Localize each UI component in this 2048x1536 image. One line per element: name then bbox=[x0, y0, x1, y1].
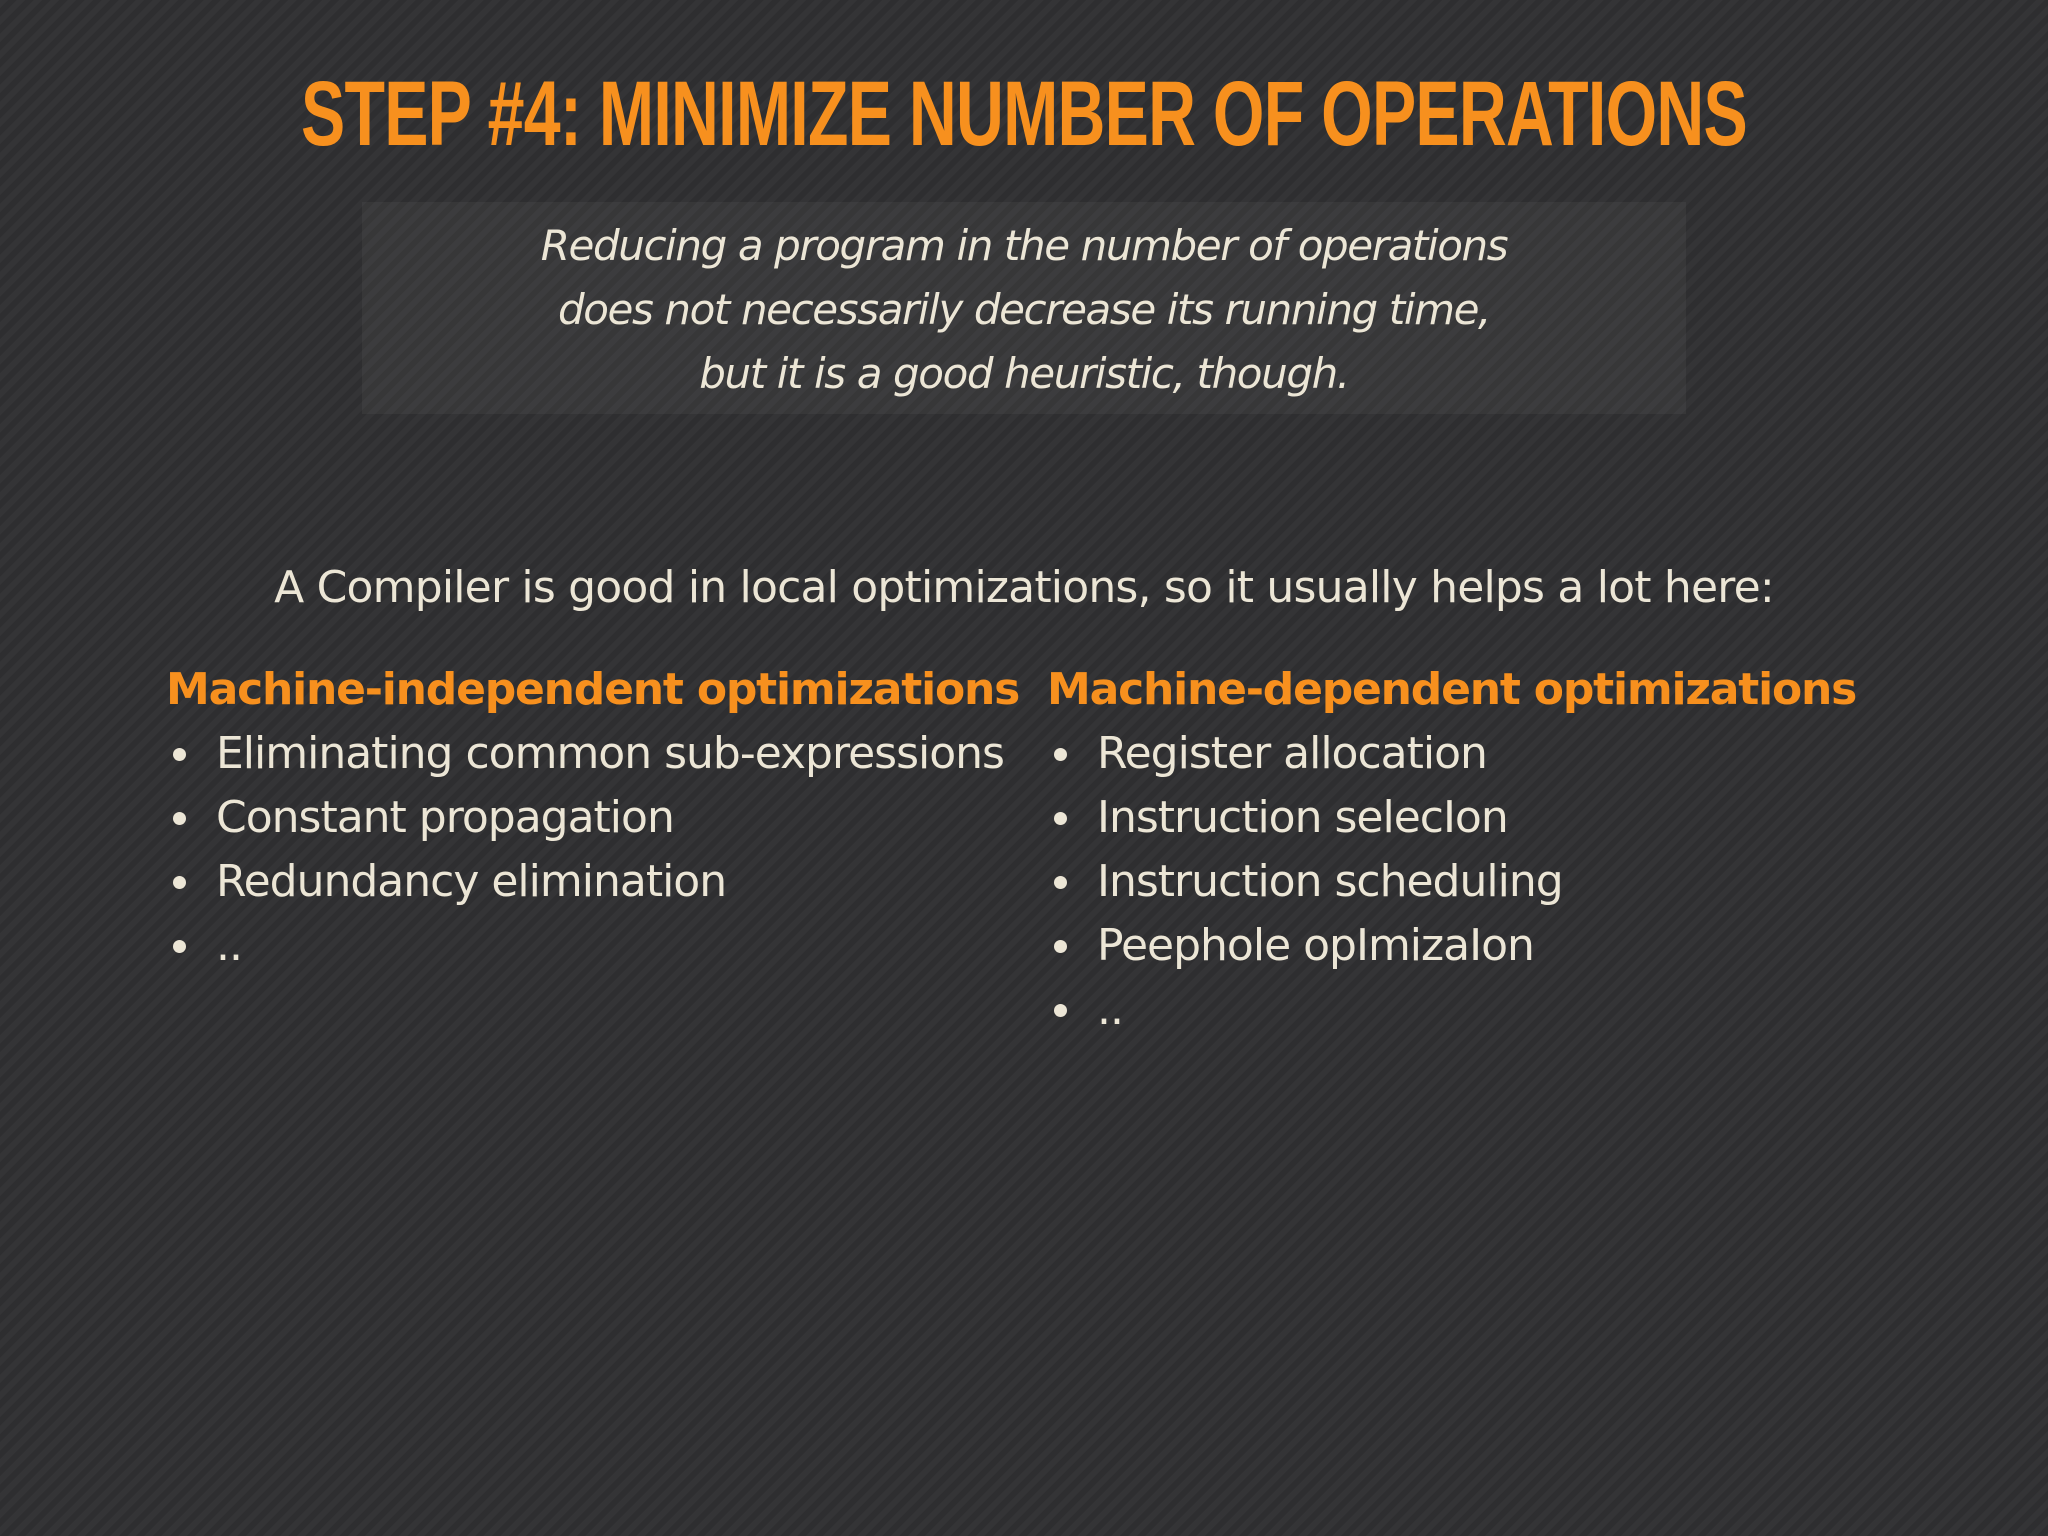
list-item-label: Register allocation bbox=[1097, 728, 1487, 779]
bullet-icon bbox=[173, 748, 186, 761]
bullet-icon bbox=[1054, 940, 1067, 953]
column-heading-machine-dependent: Machine-dependent optimizations bbox=[1047, 664, 1857, 715]
list-item-label: Constant propagation bbox=[216, 792, 674, 843]
list-item bbox=[1047, 722, 1947, 786]
machine-independent-column bbox=[166, 658, 1020, 978]
list-item bbox=[166, 786, 1016, 850]
slide-title: STEP #4: MINIMIZE NUMBER OF OPERATIONS bbox=[300, 63, 1747, 165]
list-item-label: Eliminating common sub-expressions bbox=[216, 728, 1004, 779]
list-item bbox=[1047, 850, 1947, 914]
list-item bbox=[1047, 914, 1947, 978]
list-item bbox=[1047, 786, 1947, 850]
machine-independent-list bbox=[166, 722, 1016, 978]
list-item bbox=[166, 914, 1016, 978]
list-item-label: Instruction selecIon bbox=[1097, 792, 1508, 843]
column-heading-machine-independent: Machine-independent optimizations bbox=[166, 664, 1020, 715]
list-item-label: Peephole opImizaIon bbox=[1097, 920, 1534, 971]
intro-text: A Compiler is good in local optimizations, so it usually helps a lot here: bbox=[274, 562, 1774, 613]
machine-dependent-list bbox=[1047, 722, 1947, 1042]
list-item bbox=[166, 850, 1016, 914]
bullet-icon bbox=[173, 876, 186, 889]
quote-line-2: does not necessarily decrease its running time, bbox=[557, 285, 1490, 334]
quote-box bbox=[362, 202, 1686, 414]
list-item-label: Instruction scheduling bbox=[1097, 856, 1563, 907]
quote-line-1: Reducing a program in the number of operations bbox=[540, 221, 1508, 270]
machine-dependent-column bbox=[1047, 658, 1947, 1042]
bullet-icon bbox=[173, 812, 186, 825]
list-item-label: Redundancy elimination bbox=[216, 856, 727, 907]
list-item bbox=[166, 722, 1016, 786]
list-item bbox=[1047, 978, 1947, 1042]
list-item-label: .. bbox=[1097, 984, 1123, 1035]
bullet-icon bbox=[1054, 748, 1067, 761]
bullet-icon bbox=[1054, 812, 1067, 825]
bullet-icon bbox=[1054, 1004, 1067, 1017]
bullet-icon bbox=[1054, 876, 1067, 889]
bullet-icon bbox=[173, 940, 186, 953]
quote-line-3: but it is a good heuristic, though. bbox=[699, 349, 1349, 398]
list-item-label: .. bbox=[216, 920, 242, 971]
